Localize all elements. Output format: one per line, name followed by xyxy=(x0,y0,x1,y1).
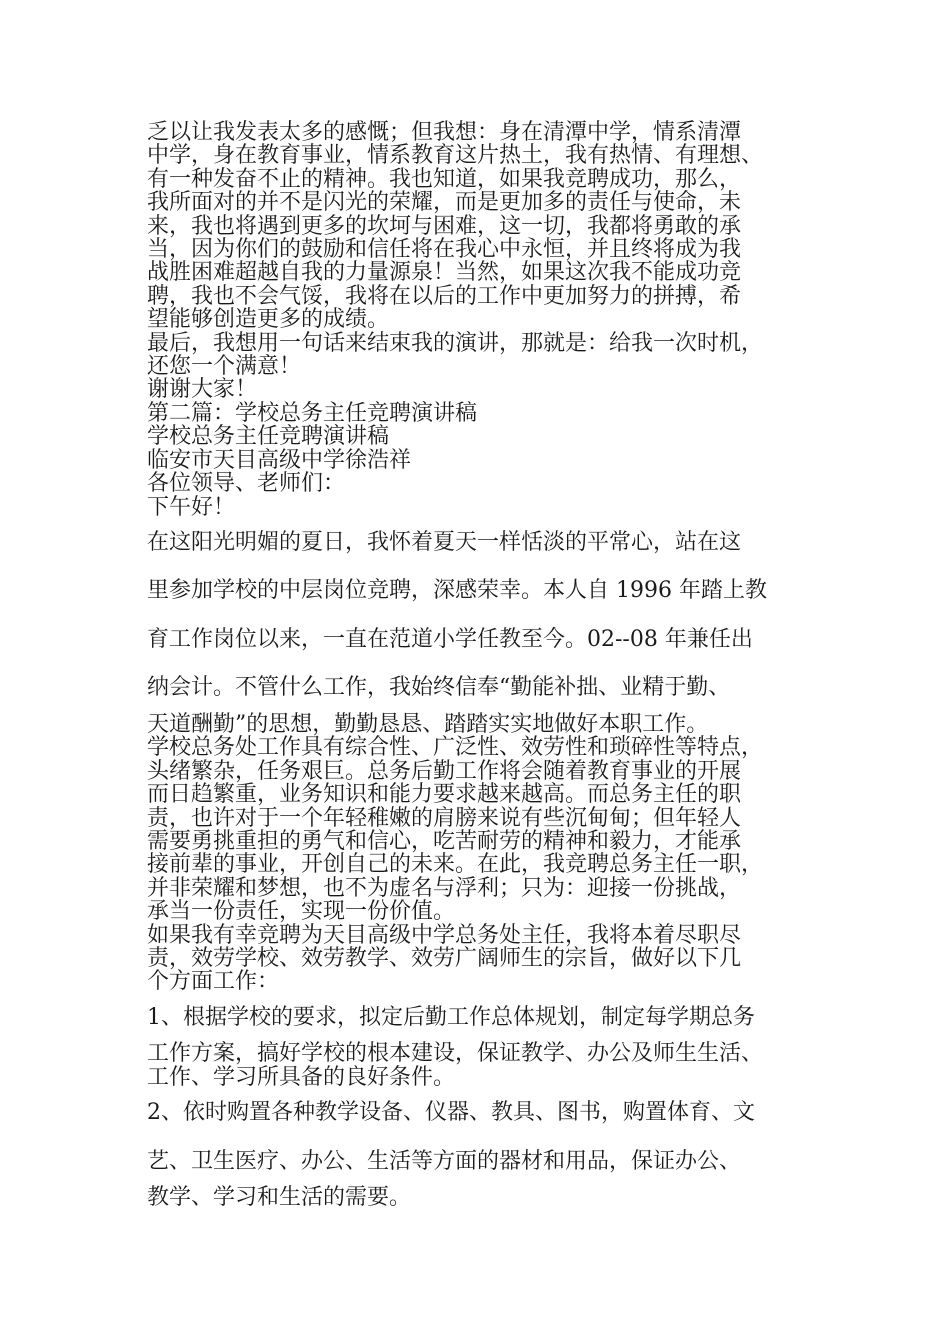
paragraph xyxy=(147,332,847,379)
text-line: 来，我也将遇到更多的坎坷与困难，这一切，我都将勇敢的承 xyxy=(147,213,742,239)
paragraph xyxy=(147,425,847,448)
text-line: 责，效劳学校、效劳教学、效劳广阔师生的宗旨，做好以下几 xyxy=(147,945,742,971)
text-line: 头绪繁杂，任务艰巨。总务后勤工作将会随着教育事业的开展 xyxy=(147,758,742,784)
paragraph xyxy=(147,519,847,713)
text-line: 临安市天目高级中学徐浩祥 xyxy=(147,447,412,473)
paragraph xyxy=(147,994,847,1043)
paragraph xyxy=(147,472,847,495)
text-line: 育工作岗位以来，一直在范道小学任教至今。02--08 年兼任出 xyxy=(147,626,753,652)
text-line: 聘，我也不会气馁，我将在以后的工作中更加努力的拼搏，希 xyxy=(147,283,742,309)
text-line: 接前辈的事业，开创自己的未来。在此，我竞聘总务主任一职， xyxy=(147,852,764,878)
text-line: 纳会计。不管什么工作，我始终信奉“勤能补拙、业精于勤、 xyxy=(147,675,731,701)
paragraph xyxy=(147,924,847,994)
paragraph xyxy=(147,713,847,736)
text-line: 最后，我想用一句话来结束我的演讲，那就是：给我一次时机， xyxy=(147,330,764,356)
text-line: 工作方案，搞好学校的根本建设，保证教学、办公及师生生活、 xyxy=(147,1041,764,1067)
paragraph xyxy=(147,121,847,332)
paragraph xyxy=(147,1186,847,1209)
text-line: 责，也许对于一个年轻稚嫩的肩膀来说有些沉甸甸；但年轻人 xyxy=(147,805,742,831)
text-line: 如果我有幸竞聘为天目高级中学总务处主任，我将本着尽职尽 xyxy=(147,922,742,948)
text-line: 教学、学习和生活的需要。 xyxy=(147,1185,412,1211)
text-line: 下午好！ xyxy=(147,494,236,520)
text-line: 2、依时购置各种教学设备、仪器、教具、图书，购置体育、文 xyxy=(147,1100,755,1126)
paragraph xyxy=(147,449,847,472)
paragraph xyxy=(147,1089,847,1186)
paragraph xyxy=(147,378,847,401)
text-line: 各位领导、老师们： xyxy=(147,471,346,497)
text-line: 我所面对的并不是闪光的荣耀，而是更加多的责任与使命，未 xyxy=(147,190,742,216)
text-line: 学校总务处工作具有综合性、广泛性、效劳性和琐碎性等特点， xyxy=(147,735,764,761)
document-body xyxy=(147,121,847,1210)
paragraph xyxy=(147,496,847,519)
text-line: 战胜困难超越自我的力量源泉！当然，如果这次我不能成功竞 xyxy=(147,260,742,286)
text-line: 工作、学习所具备的良好条件。 xyxy=(147,1064,456,1090)
text-line: 而日趋繁重，业务知识和能力要求越来越高。而总务主任的职 xyxy=(147,782,742,808)
text-line: 艺、卫生医疗、办公、生活等方面的器材和用品，保证办公、 xyxy=(147,1148,742,1174)
text-line: 当，因为你们的鼓励和信任将在我心中永恒，并且终将成为我 xyxy=(147,237,742,263)
text-line: 并非荣耀和梦想，也不为虚名与浮利；只为：迎接一份挑战， xyxy=(147,875,742,901)
text-line: 1、根据学校的要求，拟定后勤工作总体规划，制定每学期总务 xyxy=(147,1004,755,1030)
text-line: 第二篇：学校总务主任竞聘演讲稿 xyxy=(147,400,478,426)
text-line: 承当一份责任，实现一份价值。 xyxy=(147,899,456,925)
text-line: 天道酬勤”的思想，勤勤恳恳、踏踏实实地做好本职工作。 xyxy=(147,711,709,737)
paragraph xyxy=(147,1042,847,1089)
paragraph xyxy=(147,736,847,923)
text-line: 需要勇挑重担的勇气和信心，吃苦耐劳的精神和毅力，才能承 xyxy=(147,828,742,854)
text-line: 乏以让我发表太多的感慨；但我想：身在清潭中学，情系清潭 xyxy=(147,120,742,145)
text-line: 里参加学校的中层岗位竞聘，深感荣幸。本人自 1996 年踏上教 xyxy=(147,578,767,604)
text-line: 望能够创造更多的成绩。 xyxy=(147,307,390,333)
text-line: 还您一个满意！ xyxy=(147,354,302,380)
paragraph xyxy=(147,402,847,425)
text-line: 谢谢大家！ xyxy=(147,377,258,403)
text-line: 学校总务主任竞聘演讲稿 xyxy=(147,424,390,450)
text-line: 在这阳光明媚的夏日，我怀着夏天一样恬淡的平常心，站在这 xyxy=(147,529,742,555)
text-line: 个方面工作： xyxy=(147,969,280,995)
text-line: 中学，身在教育事业，情系教育这片热土，我有热情、有理想、 xyxy=(147,143,764,169)
text-line: 有一种发奋不止的精神。我也知道，如果我竞聘成功，那么， xyxy=(147,166,742,192)
